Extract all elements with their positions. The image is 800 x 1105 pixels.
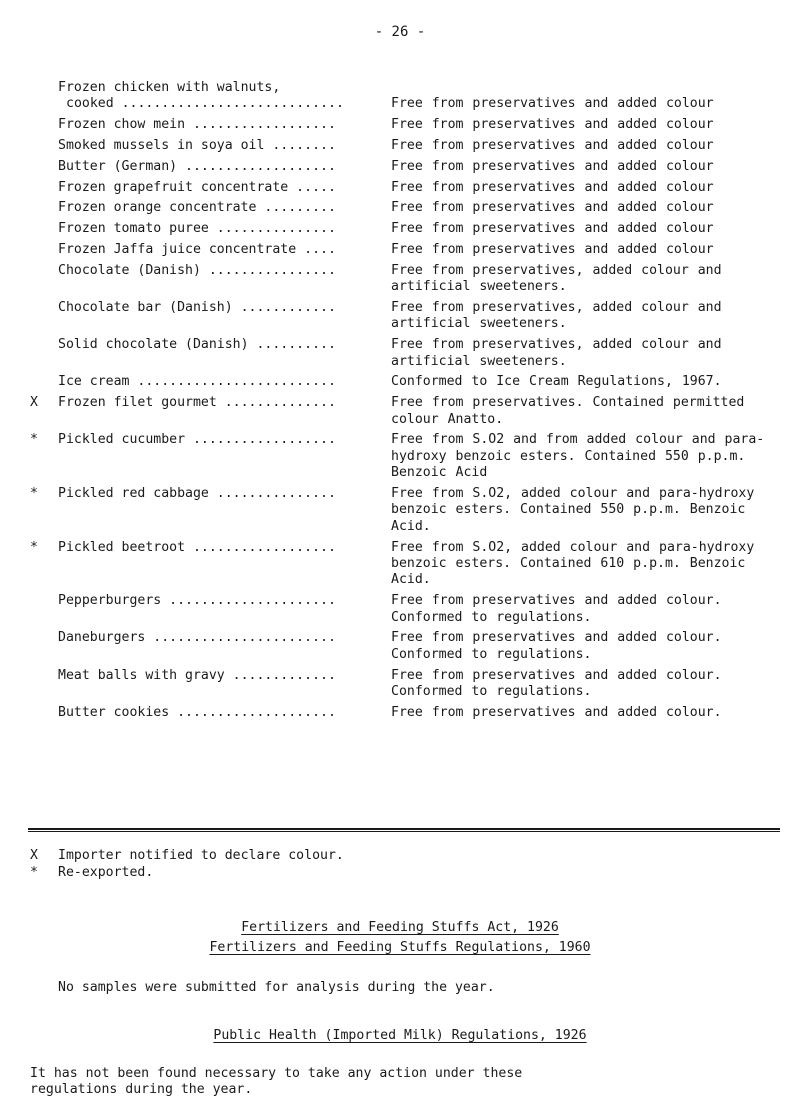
food-item-name: Meat balls with gravy .............	[58, 667, 336, 683]
food-item	[58, 337, 391, 370]
table-row	[30, 200, 780, 216]
table-row	[30, 668, 780, 701]
food-item	[58, 540, 391, 589]
food-item	[58, 117, 391, 133]
footnote-mark: X	[30, 848, 38, 863]
imported-milk-paragraph: It has not been found necessary to take any action under these regulations during the year.	[30, 1066, 523, 1098]
row-mark	[30, 117, 58, 133]
table-row	[30, 337, 780, 370]
food-item-name: Pickled beetroot ..................	[58, 539, 336, 555]
table-row	[30, 593, 780, 626]
food-item	[58, 180, 391, 196]
table-row	[30, 263, 780, 296]
analysis-result: Free from preservatives. Contained permitted colour Anatto.	[391, 395, 745, 427]
analysis-result: Free from preservatives and added colour	[391, 241, 714, 257]
row-mark	[30, 180, 58, 196]
analysis-result: Free from preservatives and added colour	[391, 179, 714, 195]
table-row	[30, 540, 780, 589]
footnote-text: Re-exported.	[58, 865, 154, 881]
row-mark	[30, 630, 58, 663]
food-item	[58, 263, 391, 296]
footnote-text: Importer notified to declare colour.	[58, 848, 344, 863]
food-item	[58, 432, 391, 481]
table-row	[30, 630, 780, 663]
table-row	[30, 300, 780, 333]
analysis-result: Conformed to Ice Cream Regulations, 1967.	[391, 374, 722, 390]
row-mark	[30, 159, 58, 175]
food-item-name: Ice cream .........................	[58, 374, 336, 390]
table-bottom-rule	[28, 828, 780, 832]
row-mark	[30, 242, 58, 258]
row-mark	[30, 337, 58, 370]
analysis-result: Free from preservatives and added colour	[391, 117, 714, 133]
table-row	[30, 395, 780, 428]
table-row	[30, 242, 780, 258]
analysis-result: Free from preservatives and added colour	[391, 200, 714, 216]
food-item-name: Daneburgers .......................	[58, 630, 336, 646]
row-mark	[30, 200, 58, 216]
analysis-result: Free from S.O2, added colour and para-hydroxy benzoic esters. Contained 550 p.p.m. Benzoic Acid.	[391, 486, 755, 534]
food-item-name: Frozen tomato puree ...............	[58, 221, 336, 237]
analysis-result: Free from S.O2, added colour and para-hydroxy benzoic esters. Contained 610 p.p.m. Benzoic Acid.	[391, 539, 755, 588]
analysis-result: Free from preservatives and added colour	[391, 138, 714, 153]
food-item	[58, 374, 391, 390]
food-item	[58, 593, 391, 626]
row-mark	[30, 221, 58, 237]
food-item-name: Frozen chicken with walnuts,	[58, 80, 281, 95]
food-item-name: Frozen Jaffa juice concentrate ....	[58, 241, 336, 257]
analysis-result: Free from preservatives and added colour.	[391, 704, 722, 720]
row-mark: *	[30, 432, 38, 448]
food-item-name: Butter cookies ....................	[58, 704, 336, 720]
fertilizers-paragraph: No samples were submitted for analysis during the year.	[58, 980, 495, 995]
row-mark: *	[30, 539, 38, 555]
fertilizers-act-heading: Fertilizers and Feeding Stuffs Act, 1926	[241, 920, 559, 935]
analysis-result: Free from preservatives, added colour and artificial sweeteners.	[391, 337, 722, 369]
food-item	[58, 138, 391, 154]
food-item-continuation: cooked ............................	[66, 96, 344, 112]
footnotes	[30, 848, 770, 883]
food-item	[58, 159, 391, 175]
food-item-name: Butter (German) ...................	[58, 158, 336, 174]
table-row	[30, 486, 780, 535]
food-item	[58, 242, 391, 258]
row-mark	[30, 138, 58, 154]
analysis-result: Free from preservatives and added colour. Conformed to regulations.	[391, 593, 722, 625]
table-row	[30, 180, 780, 196]
row-mark	[30, 593, 58, 626]
imported-milk-heading: Public Health (Imported Milk) Regulations, 1926	[213, 1028, 587, 1043]
table-row	[30, 117, 780, 133]
table-row	[30, 705, 780, 721]
food-item-name: Smoked mussels in soya oil ........	[58, 138, 336, 153]
food-item-name: Pepperburgers .....................	[58, 593, 336, 609]
row-mark	[30, 80, 58, 113]
footnote	[30, 865, 770, 881]
table-row	[30, 374, 780, 390]
food-item-name: Frozen orange concentrate .........	[58, 200, 336, 216]
row-mark	[30, 374, 58, 390]
row-mark: X	[30, 395, 38, 411]
analysis-result: Free from preservatives and added colour	[391, 221, 714, 237]
food-item-name: Pickled cucumber ..................	[58, 432, 336, 448]
food-item-name: Pickled red cabbage ...............	[58, 486, 336, 501]
food-item	[58, 80, 391, 113]
page-number: - 26 -	[374, 24, 426, 40]
food-item	[58, 395, 391, 428]
table-row	[30, 80, 780, 113]
fertilizers-regulations-heading: Fertilizers and Feeding Stuffs Regulations, 1960	[209, 940, 591, 955]
analysis-result: Free from preservatives, added colour and artificial sweeteners.	[391, 262, 722, 295]
row-mark	[30, 668, 58, 701]
table-row	[30, 159, 780, 175]
food-item-name: Solid chocolate (Danish) ..........	[58, 337, 336, 353]
row-mark	[30, 263, 58, 296]
analysis-result: Free from preservatives and added colour	[391, 158, 714, 174]
analysis-result: Free from preservatives and added colour. Conformed to regulations.	[391, 630, 722, 662]
row-mark	[30, 300, 58, 333]
analysis-result: Free from preservatives, added colour and artificial sweeteners.	[391, 299, 722, 332]
food-item	[58, 221, 391, 237]
analysis-result: Free from preservatives and added colour. Conformed to regulations.	[391, 667, 722, 700]
analysis-result: Free from S.O2 and from added colour and para-hydroxy benzoic esters. Contained 550 p.p.m. Benzoic Acid	[391, 432, 765, 481]
food-item	[58, 705, 391, 721]
food-item	[58, 668, 391, 701]
food-item-name: Chocolate (Danish) ................	[58, 262, 336, 278]
food-item	[58, 200, 391, 216]
food-item-name: Frozen chow mein ..................	[58, 117, 336, 133]
results-table	[30, 80, 780, 726]
food-item-name: Frozen filet gourmet ..............	[58, 395, 336, 411]
footnote-mark: *	[30, 865, 38, 881]
food-item	[58, 300, 391, 333]
footnote	[30, 848, 770, 864]
analysis-result: Free from preservatives and added colour	[391, 96, 714, 112]
food-item	[58, 486, 391, 535]
table-row	[30, 221, 780, 237]
table-row	[30, 432, 780, 481]
table-row	[30, 138, 780, 154]
row-mark	[30, 705, 58, 721]
food-item-name: Frozen grapefruit concentrate .....	[58, 179, 336, 195]
food-item-name: Chocolate bar (Danish) ............	[58, 299, 336, 315]
food-item	[58, 630, 391, 663]
row-mark: *	[30, 486, 38, 501]
